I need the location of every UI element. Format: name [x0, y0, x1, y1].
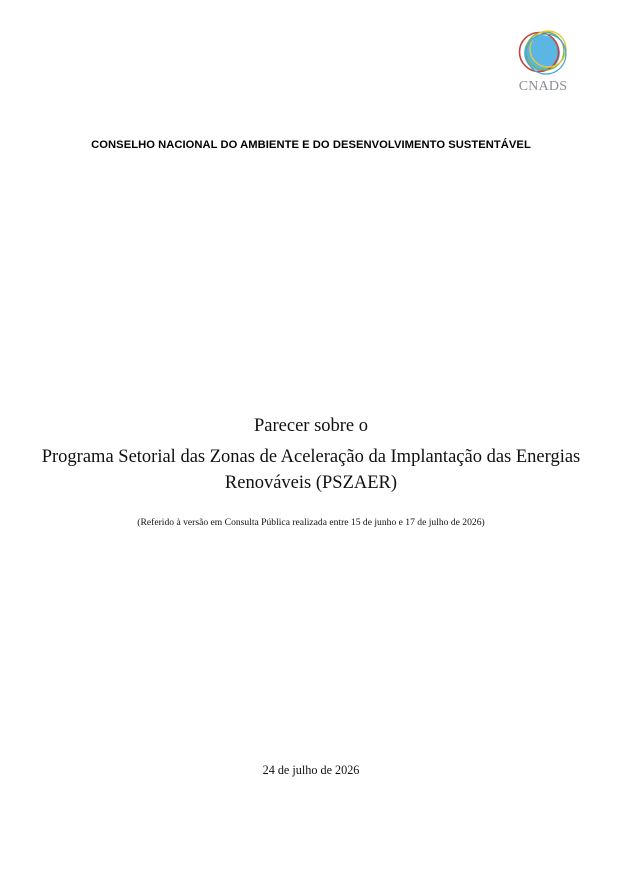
cnads-circles-icon — [512, 26, 574, 78]
council-name: CONSELHO NACIONAL DO AMBIENTE E DO DESENVOLVIMENTO SUSTENTÁVEL — [91, 139, 531, 151]
title-line-2: Programa Setorial das Zonas de Aceleração da Implantação das Energias Renováveis (PSZAER) — [41, 447, 581, 493]
cnads-logo — [510, 26, 576, 98]
document-date: 24 de julho de 2026 — [262, 763, 360, 777]
title-line-1: Parecer sobre o — [253, 416, 369, 436]
consultation-note: (Referido à versão em Consulta Pública realizada entre 15 de junho e 17 de julho de 2026) — [137, 517, 485, 528]
logo-text: CNADS — [518, 79, 568, 94]
title-block — [40, 414, 582, 496]
